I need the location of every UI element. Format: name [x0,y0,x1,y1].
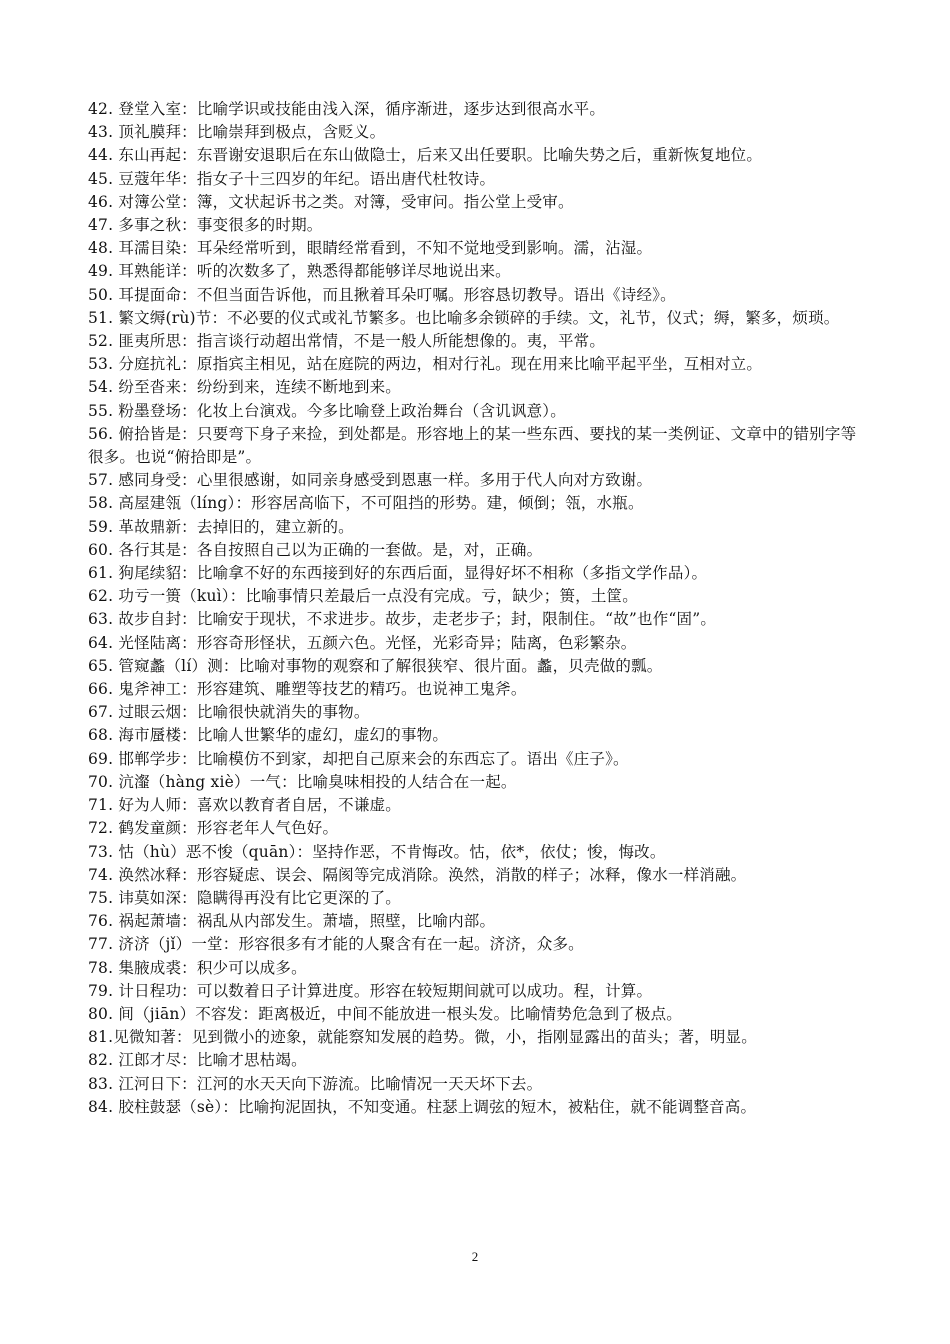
idiom-entry-77: 77. 济济（jǐ）一堂：形容很多有才能的人聚含有在一起。济济，众多。 [88,935,584,954]
idiom-entry-46: 46. 对簿公堂：簿，文状起诉书之类。对簿，受审问。指公堂上受审。 [88,192,574,211]
idiom-entry-69: 69. 邯郸学步：比喻模仿不到家，却把自己原来会的东西忘了。语出《庄子》。 [88,749,629,768]
idiom-entry-55: 55. 粉墨登场：化妆上台演戏。今多比喻登上政治舞台（含讥讽意）。 [88,401,566,420]
idiom-entry-72: 72. 鹤发童颜：形容老年人气色好。 [88,819,339,838]
idiom-entry-83: 83. 江河日下：江河的水天天向下游流。比喻情况一天天坏下去。 [88,1074,543,1093]
idiom-entry-61: 61. 狗尾续貂：比喻拿不好的东西接到好的东西后面，显得好坏不相称（多指文学作品）。 [88,564,708,583]
idiom-entry-70: 70. 沆瀣（hàng xiè）一气：比喻臭味相投的人结合在一起。 [88,772,517,791]
idiom-entry-63: 63. 故步自封：比喻安于现状，不求进步。故步，走老步子；封，限制住。“故”也作“固”。 [88,610,717,629]
idiom-entry-59: 59. 革故鼎新：去掉旧的，建立新的。 [88,517,354,536]
idiom-entry-78: 78. 集腋成裘：积少可以成多。 [88,958,307,977]
idiom-entry-49: 49. 耳熟能详：听的次数多了，熟悉得都能够详尽地说出来。 [88,262,511,281]
idiom-entry-75: 75. 讳莫如深：隐瞒得再没有比它更深的了。 [88,888,401,907]
idiom-entry-81: 81.见微知著：见到微小的迹象，就能察知发展的趋势。微，小，指刚显露出的苗头；著，明显。 [88,1028,757,1047]
idiom-entry-58: 58. 高屋建瓴（líng）：形容居高临下，不可阻挡的形势。建，倾倒；瓴，水瓶。 [88,494,644,513]
idiom-entry-42: 42. 登堂入室：比喻学识或技能由浅入深，循序渐进，逐步达到很高水平。 [88,100,606,118]
idiom-entry-62: 62. 功亏一篑（kuì）：比喻事情只差最后一点没有完成。亏，缺少；篑，土筐。 [88,587,638,606]
page-number: 2 [471,1249,479,1264]
idiom-entry-65: 65. 管窥蠡（lí）测：比喻对事物的观察和了解很狭窄、很片面。蠡，贝壳做的瓢。 [88,656,663,675]
idiom-entry-84: 84. 胶柱鼓瑟（sè）：比喻拘泥固执，不知变通。柱瑟上调弦的短木，被粘住，就不能调整音高。 [88,1097,757,1116]
idiom-entry-68: 68. 海市蜃楼：比喻人世繁华的虚幻，虚幻的事物。 [88,726,449,745]
idiom-entry-48: 48. 耳濡目染：耳朵经常听到，眼睛经常看到，不知不觉地受到影响。濡，沾湿。 [88,239,653,258]
idiom-entry-50: 50. 耳提面命：不但当面告诉他，而且揪着耳朵叮嘱。形容恳切教导。语出《诗经》。 [88,285,676,304]
idiom-entry-52: 52. 匪夷所思：指言谈行动超出常情，不是一般人所能想像的。夷，平常。 [88,332,606,351]
idiom-entry-54: 54. 纷至沓来：纷纷到来，连续不断地到来。 [88,378,401,397]
idiom-entry-71: 71. 好为人师：喜欢以教育者自居，不谦虚。 [88,796,401,815]
idiom-entry-57: 57. 感同身受：心里很感谢，如同亲身感受到恩惠一样。多用于代人向对方致谢。 [88,471,653,490]
idiom-entry-56: 56. 俯拾皆是：只要弯下身子来捡，到处都是。形容地上的某一些东西、要找的某一类例证、文章中的错别字等很多。也说“俯拾即是”。 [88,424,857,467]
idiom-entry-73: 73. 怙（hù）恶不悛（quān）：坚持作恶，不肯悔改。怙，依*，依仗；悛，悔改。 [88,842,666,861]
idiom-entry-76: 76. 祸起萧墙：祸乱从内部发生。萧墙，照壁，比喻内部。 [88,912,496,931]
idiom-entry-45: 45. 豆蔻年华：指女子十三四岁的年纪。语出唐代杜牧诗。 [88,169,496,188]
idiom-entry-66: 66. 鬼斧神工：形容建筑、雕塑等技艺的精巧。也说神工鬼斧。 [88,680,527,699]
idiom-entry-74: 74. 涣然冰释：形容疑虑、误会、隔阂等完成消除。涣然，消散的样子；冰释，像水一样消融。 [88,865,747,884]
idiom-entry-64: 64. 光怪陆离：形容奇形怪状，五颜六色。光怪，光彩奇异；陆离，色彩繁杂。 [88,633,637,652]
idiom-entry-80: 80. 间（jiān）不容发：距离极近，中间不能放进一根头发。比喻情势危急到了极点。 [88,1004,682,1023]
idiom-entry-47: 47. 多事之秋：事变很多的时期。 [88,216,323,235]
idiom-entry-44: 44. 东山再起：东晋谢安退职后在东山做隐士，后来又出任要职。比喻失势之后，重新恢复地位。 [88,146,763,165]
idiom-entry-67: 67. 过眼云烟：比喻很快就消失的事物。 [88,703,370,722]
document-body [88,98,870,1119]
idiom-entry-51: 51. 繁文缛(rù)节：不必要的仪式或礼节繁多。也比喻多余锁碎的手续。文，礼节，仪式；缛，繁多，烦琐。 [88,308,840,327]
idiom-entry-43: 43. 顶礼膜拜：比喻崇拜到极点，含贬义。 [88,123,386,142]
idiom-entry-82: 82. 江郎才尽：比喻才思枯竭。 [88,1051,307,1070]
idiom-entry-79: 79. 计日程功：可以数着日子计算进度。形容在较短期间就可以成功。程，计算。 [88,981,653,1000]
idiom-entry-53: 53. 分庭抗礼：原指宾主相见，站在庭院的两边，相对行礼。现在用来比喻平起平坐，互相对立。 [88,355,763,374]
idiom-entry-60: 60. 各行其是：各自按照自己以为正确的一套做。是，对，正确。 [88,540,543,559]
